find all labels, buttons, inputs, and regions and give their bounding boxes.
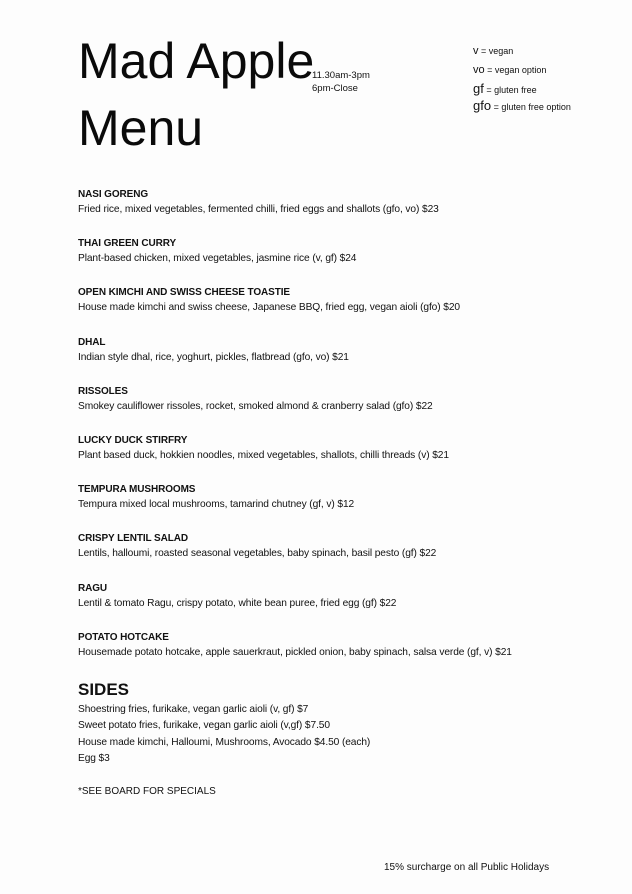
legend-gluten-free: gf = gluten free — [473, 81, 537, 96]
item-description: Plant based duck, hokkien noodles, mixed vegetables, shallots, chilli threads (v) $21 — [78, 449, 449, 461]
menu-item — [78, 237, 608, 286]
menu-items-list — [78, 188, 608, 680]
item-description: Lentil & tomato Ragu, crispy potato, white bean puree, fried egg (gf) $22 — [78, 597, 397, 609]
item-name: POTATO HOTCAKE — [78, 631, 169, 643]
menu-item — [78, 434, 608, 483]
surcharge-note: 15% surcharge on all Public Holidays — [384, 862, 550, 873]
opening-hours — [312, 69, 370, 95]
item-name: CRISPY LENTIL SALAD — [78, 533, 188, 545]
sides-section — [78, 680, 598, 767]
side-item: Sweet potato fries, furikake, vegan garlic aioli (v,gf) $7.50 — [78, 720, 330, 732]
menu-item — [78, 286, 608, 335]
item-name: RISSOLES — [78, 385, 128, 397]
item-description: Housemade potato hotcake, apple sauerkraut, pickled onion, baby spinach, salsa verde (gf, v) $21 — [78, 646, 512, 658]
menu-item — [78, 483, 608, 532]
item-name: LUCKY DUCK STIRFRY — [78, 434, 188, 446]
menu-item — [78, 385, 608, 434]
item-description: Fried rice, mixed vegetables, fermented chilli, fried eggs and shallots (gfo, vo) $23 — [78, 204, 439, 215]
legend-vegan-option: vo = vegan option — [473, 64, 547, 76]
item-name: NASI GORENG — [78, 189, 149, 200]
dietary-legend — [473, 42, 571, 114]
item-name: DHAL — [78, 336, 106, 348]
item-description: Lentils, halloumi, roasted seasonal vegetables, baby spinach, basil pesto (gf) $22 — [78, 548, 437, 560]
item-name: THAI GREEN CURRY — [78, 238, 177, 250]
side-item: Egg $3 — [78, 752, 110, 764]
menu-title-line1: Mad Apple — [78, 33, 315, 89]
hours-lunch: 11.30am-3pm — [312, 70, 370, 81]
menu-item — [78, 188, 608, 237]
legend-vegan: v = vegan — [473, 45, 514, 57]
menu-title-line2: Menu — [78, 100, 204, 156]
item-description: Plant-based chicken, mixed vegetables, jasmine rice (v, gf) $24 — [78, 253, 357, 265]
item-description: Smokey cauliflower rissoles, rocket, smoked almond & cranberry salad (gfo) $22 — [78, 400, 433, 412]
hours-dinner: 6pm-Close — [312, 83, 358, 94]
item-name: OPEN KIMCHI AND SWISS CHEESE TOASTIE — [78, 287, 290, 299]
side-item: House made kimchi, Halloumi, Mushrooms, Avocado $4.50 (each) — [78, 736, 371, 748]
menu-item — [78, 631, 608, 680]
side-item: Shoestring fries, furikake, vegan garlic aioli (v, gf) $7 — [78, 704, 309, 715]
legend-gluten-free-option: gfo = gluten free option — [473, 98, 571, 113]
menu-item — [78, 582, 608, 631]
sides-heading: SIDES — [78, 680, 130, 699]
menu-item — [78, 336, 608, 385]
item-description: Indian style dhal, rice, yoghurt, pickles, flatbread (gfo, vo) $21 — [78, 351, 349, 363]
specials-note: *SEE BOARD FOR SPECIALS — [78, 786, 216, 797]
item-name: TEMPURA MUSHROOMS — [78, 484, 196, 496]
item-name: RAGU — [78, 582, 108, 594]
item-description: Tempura mixed local mushrooms, tamarind chutney (gf, v) $12 — [78, 499, 355, 511]
item-description: House made kimchi and swiss cheese, Japanese BBQ, fried egg, vegan aioli (gfo) $20 — [78, 302, 460, 314]
menu-item — [78, 532, 608, 581]
